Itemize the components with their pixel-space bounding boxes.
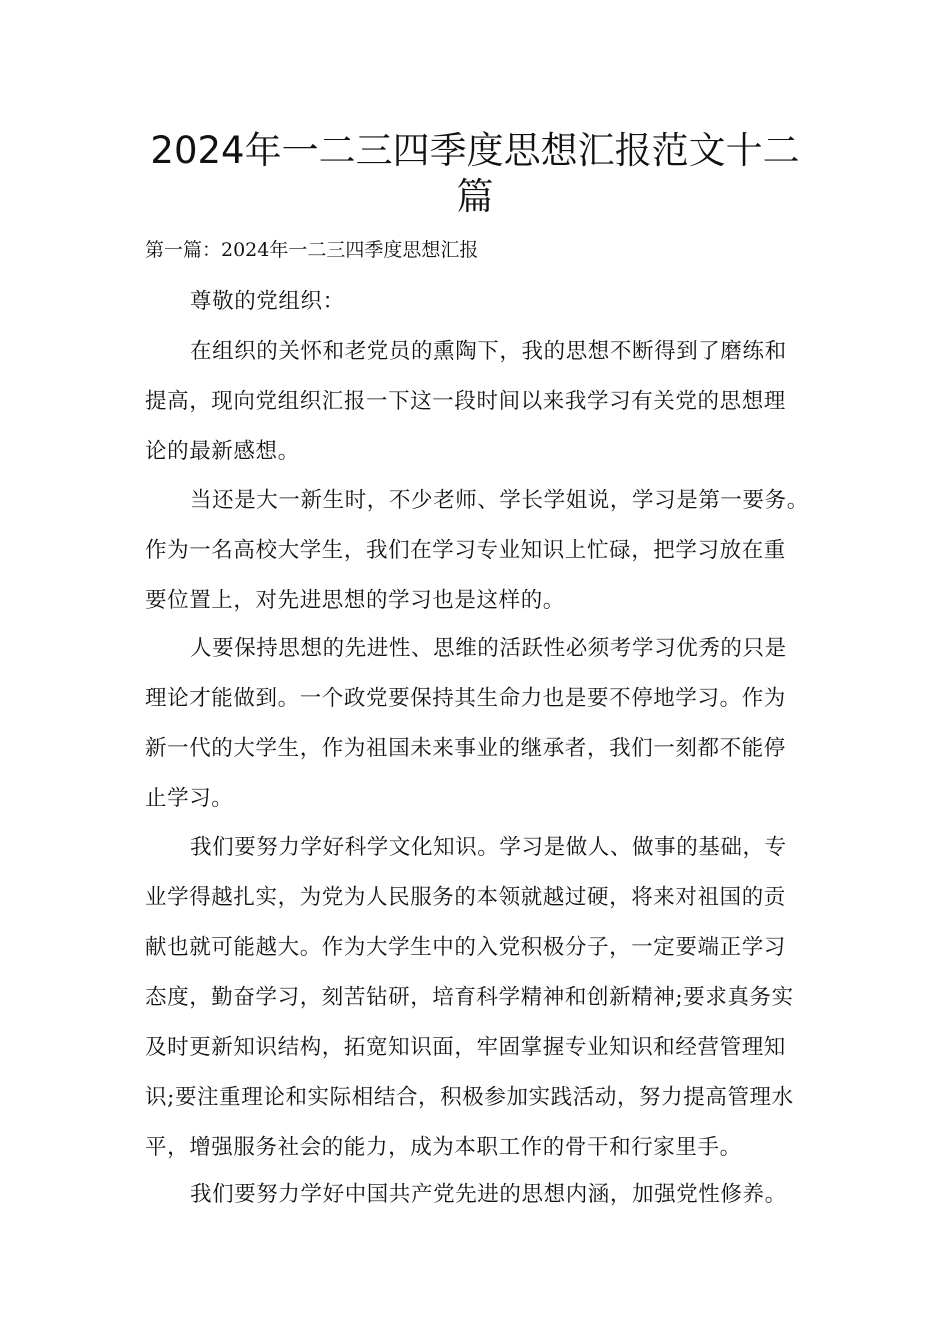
- paragraph-line: 平，增强服务社会的能力，成为本职工作的骨干和行家里手。: [145, 1135, 742, 1160]
- paragraph-line: 我们要努力学好科学文化知识。学习是做人、做事的基础，专: [190, 835, 787, 860]
- paragraph-line: 我们要努力学好中国共产党先进的思想内涵，加强党性修养。: [190, 1182, 787, 1207]
- paragraph-line: 作为一名高校大学生，我们在学习专业知识上忙碌，把学习放在重: [145, 538, 786, 563]
- paragraph-line: 及时更新知识结构，拓宽知识面，牢固掌握专业知识和经营管理知: [145, 1035, 786, 1060]
- title-line-2: 篇: [456, 175, 494, 218]
- paragraph-line: 献也就可能越大。作为大学生中的入党积极分子，一定要端正学习: [145, 935, 786, 960]
- paragraph-1: [145, 327, 812, 477]
- section-heading: 第一篇：2024年一二三四季度思想汇报: [145, 239, 479, 261]
- salutation-line: 尊敬的党组织：: [190, 289, 345, 314]
- paragraph-line: 要位置上，对先进思想的学习也是这样的。: [145, 588, 565, 613]
- document-title: [140, 128, 810, 220]
- paragraph-line: 业学得越扎实，为党为人民服务的本领就越过硬，将来对祖国的贡: [145, 885, 786, 910]
- paragraph-line: 在组织的关怀和老党员的熏陶下，我的思想不断得到了磨练和: [190, 339, 787, 364]
- title-line-1: 2024年一二三四季度思想汇报范文十二: [150, 129, 800, 172]
- paragraph-line: 止学习。: [145, 786, 234, 811]
- paragraph-5: [145, 1170, 812, 1220]
- paragraph-line: 提高，现向党组织汇报一下这一段时间以来我学习有关党的思想理: [145, 389, 786, 414]
- paragraph-line: 态度，勤奋学习，刻苦钻研，培育科学精神和创新精神;要求真务实: [145, 985, 794, 1010]
- paragraph-line: 新一代的大学生，作为祖国未来事业的继承者，我们一刻都不能停: [145, 736, 786, 761]
- paragraph-4: [145, 823, 812, 1173]
- salutation: [145, 277, 812, 327]
- paragraph-line: 理论才能做到。一个政党要保持其生命力也是要不停地学习。作为: [145, 686, 786, 711]
- paragraph-line: 识;要注重理论和实际相结合，积极参加实践活动，努力提高管理水: [145, 1085, 794, 1110]
- paragraph-line: 当还是大一新生时，不少老师、学长学姐说，学习是第一要务。: [190, 488, 809, 513]
- paragraph-3: [145, 624, 812, 824]
- paragraph-line: 论的最新感想。: [145, 439, 300, 464]
- paragraph-line: 人要保持思想的先进性、思维的活跃性必须考学习优秀的只是: [190, 636, 787, 661]
- paragraph-2: [145, 476, 812, 626]
